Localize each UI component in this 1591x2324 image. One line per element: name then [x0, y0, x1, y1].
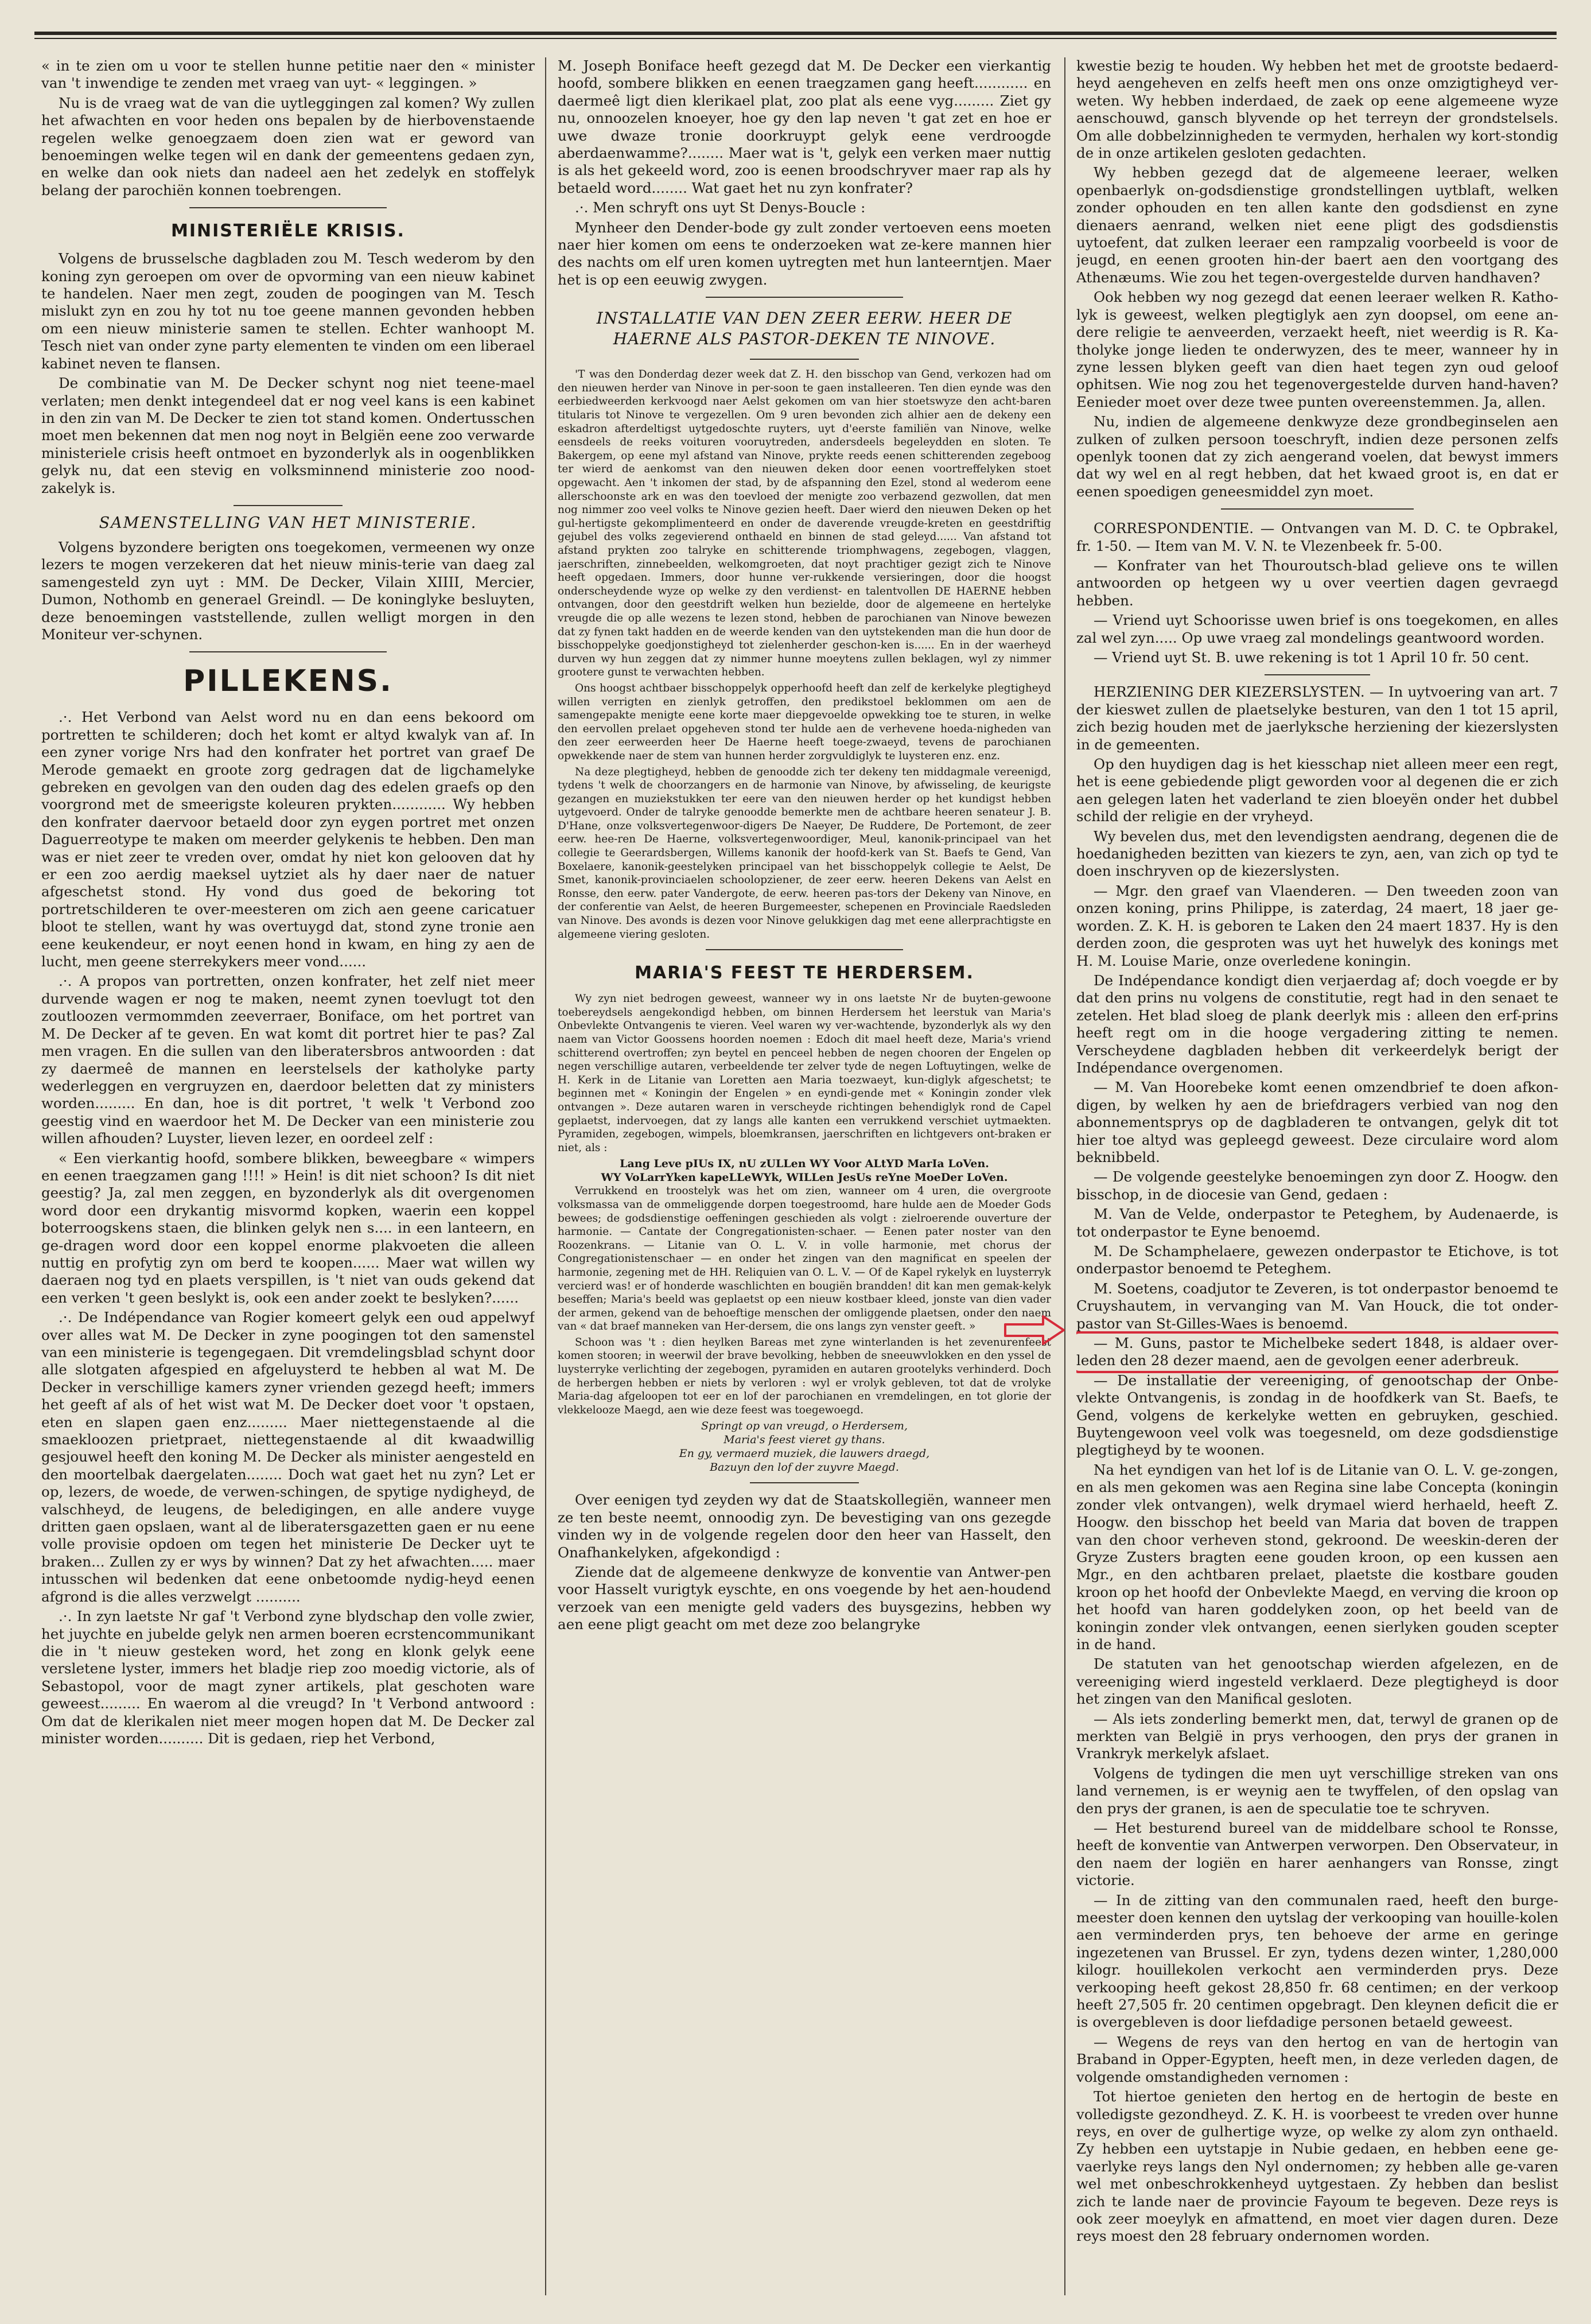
- column-middle: [558, 57, 1051, 2307]
- paragraph: — M. Van Hoorebeke komt eenen omzendbrief te doen afkon-digen, by welken hy aen de briefdragers verbied van nog den abonnementsprys op de dagbladeren te ontvangen, gelyk dit tot hier toe altyd was gepleegd geweest. Deze circulaire word alom beknibbeld.: [1076, 1079, 1558, 1165]
- paragraph: .·. Men schryft ons uyt St Denys-Boucle :: [575, 199, 866, 216]
- paragraph: M. Soetens, coadjutor te Zeveren, is tot onderpastor benoemd te Cruyshautem, in vervanging van M. Van Houck, die tot onder-pastor van St-Gilles-Waes is benoemd.: [1076, 1280, 1558, 1332]
- column-divider: [545, 57, 546, 2295]
- top-rule-thin: [34, 38, 1557, 39]
- heading-samenstelling: SAMENSTELLING VAN HET MINISTERIE.: [99, 514, 477, 532]
- paragraph: — De volgende geestelyke benoemingen zyn door Z. Hoogw. den bisschop, in de diocesie van Gend, gedaen :: [1076, 1168, 1558, 1203]
- paragraph: Wy hebben gezegd dat de algemeene leeraer, welken openbaerlyk on-godsdienstige grondstellingen uytblaft, welken zonder ophouden en ten allen kante den godsdienst en zyne dienaers aenrand, welken niet eene pligt des godsdienstis uytoefent, dat zulken leeraer een rampzalig voorbeeld is voor de jeugd, en eenen grooten hin-der baert aen den voortgang des Athenæums. Wie zou het tegen-overgestelde durven handhaven?: [1076, 164, 1558, 286]
- paragraph: .·. Het Verbond van Aelst word nu en dan eens bekoord om portretten te schilderen; doch het komt er altyd kwalyk van af. In een zyner vorige Nrs had den konfrater het portret van graef De Merode gemaekt en groote zorg gedragen dat de ligchamelyke gebreken en gevolgen van den ouden dag des edelen graefs op den voorgrond met de smeerigste koleuren prykten............ Wy hebben den konfrater daervoor betaeld door zyn eygen portret met onzen Daguerreotype te maken om meerder gelykenis te hebben. Den man was er niet zeer te vreden over, omdat hy niet kon gelooven dat hy er een zoo aerdig maeksel uytziet als hy daer naer de natuer afgeschetst stond. Hy vond dus goed de bekoring tot portretschilderen te over-meesteren om zich aen geene caricatuer bloot te stellen, want hy was overtuygd dat, stond zyne tronie aen eene keukendeur, er noyt eenen hond in kwam, en hing zy aen de lucht, men geene sterrekykers meer vond......: [41, 709, 535, 970]
- verse-line: Bazuyn den lof der zuyvre Maegd.: [710, 1461, 899, 1474]
- paragraph: — Het besturend bureel van de middelbare school te Ronsse, heeft de konventie van Antwerpen verworpen. Den Observateur, in den naem der logiën en harer aenhangers van Ronsse, zingt victorie.: [1076, 1820, 1558, 1889]
- paragraph: .·. A propos van portretten, onzen konfrater, het zelf niet meer durvende wagen er nog te maken, neemt zynen toevlugt tot den zoutloozen vermommden zeeverraer, Boniface, om het portret van M. De Decker af te geven. En wat komt dit portret hier te pas? Zal men vragen. En die sullen van den liberatersbros antwoorden : dat zy daermeê de mannen en leerstelsels der katholyke party wederleggen en vergruyzen en, daerdoor beletten dat zy ministers worden......... En dan, hoe is dit portret, 't welk 't Verbond zoo geestig vind en waerdoor het M. De Decker van een ministerie zou willen afhouden? Luyster, lieven lezer, en oordeel zelf :: [41, 973, 535, 1147]
- paragraph: — In de zitting van den communalen raed, heeft den burge-meester doen kennen den uytslag der verkooping van houille-kolen aen verminderden prys, ten behoeve der arme en geringe ingezetenen van Brussel. Er zyn, tydens dezen winter, 1,280,000 kilogr. houillekolen verkocht aen verminderden prys. Deze verkooping heeft gekost 28,850 fr. 68 centimen; en der verkoop heeft 27,505 fr. 20 centimen opgebragt. Den kleynen deficit die er is overgebleven is door liefdadige personen betaeld geweest.: [1076, 1891, 1558, 2031]
- paragraph: Schoon was 't : dien heylken Bareas met zyne winterlanden is het zevenurenfeest komen stooren; in weerwil der brave bevolking, hebben de sneeuwvlokken en den yssel de luysterryke verlichting der zegebogen, pyramiden en autaren grootelyks verhinderd. Doch de herbergen hebben er niets by verloren : wyl er vrolyk gebleven, tot dat de vrolyke Maria-dag afgeloopen tot eer en lof der parochianen en vremdelingen, en tot glorie der vlekkelooze Maegd, aen wie deze feest was toegewoegd.: [558, 1336, 1051, 1416]
- paragraph: — Mgr. den graef van Vlaenderen. — Den tweeden zoon van onzen koning, prins Philippe, is zaterdag, 24 maert, 18 jaer ge-worden. Z. K. H. is geboren te Laken den 24 maert 1837. Hy is den derden zoon, die gesproten was uyt het huwelyk des konings met H. M. Louise Marie, onze overledene koningin.: [1076, 882, 1558, 969]
- paragraph: — De installatie der vereeniging, of genootschap der Onbe-vlekte Ontvangenis, is zondag in de hoofdkerk van St. Baefs, te Gend, volgens de kerkelyke wetten en gebruyken, geschied. Buytengewoon veel volk was toegesneld, om deze godsdienstige plegtigheyd by te woonen.: [1076, 1371, 1558, 1459]
- heading-pillekens: PILLEKENS.: [183, 664, 393, 699]
- section-divider: [706, 949, 903, 953]
- paragraph: .·. De Indépendance van Rogier komeert gelyk een oud appelwyf over alles wat M. De Decker in zyne poogingen tot den samenstel van een ministerie is tegengegaen. Dit vremdelingsblad schynt door alle slotgaten afgespied en afgeluysterd te hebben al wat M. De Decker in verschillige kamers zyner vrienden gezegd heeft; immers het geeft af als of het wist wat M. De Decker doet voor 't opstaen, eten en slapen gaen enz......... Maer niettegenstaende al die smaekloozen prietpraet, niettegenstaende al dit kwaadwillig gesjouwel heeft den koning M. De Decker als minister aengesteld en den moortelbak daergelaten........ Doch wat gaet het nu zyn? Let er op, lezers, de woede, de verwen-schingen, de spytige nydigheyd, de valschheyd, de leugens, de beledigingen, en alle andere vuyge dritten gaen opslaen, want al de liberatersgazetten gaen er nu eene volle provisie opdoen om tegen het ministerie De Decker uyt te braken... Zullen zy er wys by winnen? Dat zy het afwachten..... maer intusschen wil bedenken dat eene onbetoomde nydig-heyd eenen afgrond is die alles verzwelgt ..........: [41, 1309, 535, 1605]
- annotation-arrow-icon: [1003, 1314, 1067, 1346]
- verse-line: En gy, vermaerd muziek, die lauwers draegd,: [679, 1447, 930, 1460]
- paragraph: — Konfrater van het Thouroutsch-blad gelieve ons te willen antwoorden op hetgeen wy u over veertien dagen gevraegd hebben.: [1076, 557, 1558, 609]
- section-divider: [706, 297, 903, 300]
- paragraph: CORRESPONDENTIE. — Ontvangen van M. D. C. te Opbrakel, fr. 1-50. — Item van M. V. N. te Vlezenbeek fr. 5-00.: [1076, 520, 1558, 554]
- paragraph: .·. In zyn laetste Nr gaf 't Verbond zyne blydschap den volle zwier, het juychte en jubelde gelyk nen armen boeren ecrstencommunikant die in 't nieuw gesteken word, het zong en klonk gelyk eene versletene lyster, immers het bladje riep zoo moedig victorie, als of Sebastopol, voor de magt zyner artikels, plat geschoten ware geweest......... En waerom al die vreugd? In 't Verbond antwoord : Om dat de klerikalen niet meer mogen hopen dat M. De Decker zal minister worden.......... Dit is gedaen, riep het Verbond,: [41, 1608, 535, 1747]
- column-left: [41, 57, 535, 2307]
- paragraph: Volgens de tydingen die men uyt verschillige streken van ons land vernemen, is er weynig aen te twyffelen, of den opslag van den prys der granen, is aen de speculatie toe te schryven.: [1076, 1765, 1558, 1817]
- paragraph: — Vriend uyt Schoorisse uwen brief is ons toegekomen, en alles zal wel zyn..... Op uwe vraeg zal mondelings geantwoord worden.: [1076, 612, 1558, 646]
- column-divider: [1064, 57, 1065, 2295]
- paragraph: Mynheer den Dender-bode gy zult zonder vertoeven eens moeten naer hier komen om eens te onderzoeken wat ze-kere mannen hier des nachts om elf uren komen uytregten met hun lanteerntjen. Maer het is op een eeuwig zwygen.: [558, 219, 1051, 288]
- paragraph: Over eenigen tyd zeyden wy dat de Staatskollegiën, wanneer men ze ten beste neemt, onnoodig zyn. De bevestiging van ons gezegde vinden wy in de volgende regelen door den heer van Hasselt, den Onafhankelyken, afgekondigd :: [558, 1491, 1051, 1561]
- paragraph: — Als iets zonderling bemerkt men, dat, terwyl de granen op de merkten van België in prys verhoogen, den prys der granen in Vrankryk merkelyk afslaet.: [1076, 1710, 1558, 1762]
- paragraph: Volgens byzondere berigten ons toegekomen, vermeenen wy onze lezers te mogen verzekeren dat het nieuw minis-terie van daeg zal samengesteld zyn uyt : MM. De Decker, Vilain XIIII, Mercier, Dumon, Nothomb en generael Greindl. — De koninglyke besluyten, deze benoemingen vaststellende, zullen welligt morgen in den Moniteur ver-schynen.: [41, 538, 535, 643]
- paragraph: Ons hoogst achtbaer bisschoppelyk opperhoofd heeft dan zelf de kerkelyke plegtigheyd willen verrigten en zienlyk getroffen, den predikstoel beklommen om aen de samengepakte menigte eene korte maer diepgevoelde opwekking toe te sturen, in welke den eervollen prelaet opgeheven stond ter hulde aen de verhevene hoeda-nigheden van den zeer eerweerden heer De Haerne heeft toege-zwaeyd, tevens de parochianen opwekkende naer de stem van hunnen herder zorgvuldiglyk te luysteren enz. enz.: [558, 682, 1051, 762]
- section-divider: [234, 505, 342, 506]
- section-divider: [1265, 674, 1371, 675]
- paragraph: Volgens de brusselsche dagbladen zou M. Tesch wederom by den koning zyn geroepen om over de opvorming van een nieuw kabinet te handelen. Naer men zegt, zouden de poogingen van M. Tesch mislukt zyn en zou hy tot nu toe geene mannen gevonden hebben om een nieuw ministerie samen te stellen. Echter wanhoopt M. Tesch niet van onder zyne party elementen te vinden om een liberael kabinet neven te flansen.: [41, 250, 535, 372]
- paragraph: « Een vierkantig hoofd, sombere blikken, beweegbare « wimpers en eenen traegzamen gang !!!! » Hein! is dit niet schoon? Is dit niet geestig? Ja, zal men zeggen, en byzonderlyk als dit overgenomen word door een drykantig misvormd kopken, waerin een koppel boterroogskens staen, die blinken gelyk nen s.... in een lanteern, en ge-dragen word door een koppel enorme plakvoeten die alleen nuttig en profytig zyn om berd te koopen...... Maer wat willen wy daeraen nog tyd en plaets verspillen, is 't niet van ouds gekend dat een verken 't geen beslykt is, ook een ander zoekt te beslyken?......: [41, 1149, 535, 1306]
- paragraph: Ook hebben wy nog gezegd dat eenen leeraer welken R. Katho-lyk is geweest, welken plegtiglyk aen zyn doopsel, om eene an-dere religie te aenveerden, verzaekt heeft, niet weerdig is R. Ka-tholyke jonge lieden te onderwyzen, des te meer, wanneer hy in zyne lessen blyken geeft van dien haet tegen zyn oud geloof ophitsen. Wie nog zou het tegenovergestelde durven hand-haven? Eenieder moet over deze twee punten overeenstemmen. Ja, allen.: [1076, 289, 1558, 410]
- paragraph: HERZIENING DER KIEZERSLYSTEN. — In uytvoering van art. 7 der kieswet zullen de plaetselyke besturen, van den 1 tot 15 april, zich bezig houden met de jaerlyksche herziening der kiezerslysten in de gemeenten.: [1076, 683, 1558, 753]
- paragraph: De statuten van het genootschap wierden afgelezen, en de vereeniging wierd ingesteld verklaerd. Deze plegtigheyd is door het zingen van den Manifical gesloten.: [1076, 1655, 1558, 1708]
- paragraph: De Indépendance kondigt dien verjaerdag af; doch voegde er by dat den prins nu volgens de constitutie, regt had in den senaet te zetelen. Het blad sloeg de plank deerlyk mis : alleen den erf-prins heeft regt om in die hooge vergadering zitting te nemen. Verscheydene dagbladen hebben dit verkeerdelyk berigt der Indépendance overgenomen.: [1076, 971, 1558, 1076]
- paragraph: — Vriend uyt St. B. uwe rekening is tot 1 April 10 fr. 50 cent.: [1094, 649, 1530, 666]
- paragraph: Nu is de vraeg wat de van die uytleggingen zal komen? Wy zullen het afwachten en voor heden ons bepalen by de hierbovenstaende regelen welke genoegzaem doen zien wat er geword van benoemingen welke tegen wil en dank der gemeentens gedaen zyn, en welke dan ook niets dan nadeel aen het zedelyk en stoffelyk belang der parochiën konnen toebrengen.: [41, 94, 535, 199]
- paragraph: Wy bevelen dus, met den levendigsten aendrang, degenen die de hoedanigheden bezitten van kiezers te zyn, aen, van zich op tyd te doen inschryven op de kiezerslysten.: [1076, 827, 1558, 880]
- paragraph: Tot hiertoe genieten den hertog en de hertogin de beste en volledigste gezondheyd. Z. K. H. is voorbeest te vreden over hunne reys, en over de gulhertige wyze, op welke zy alom zyn onthaeld. Zy hebben een uytstapje in Nubie gedaen, en hebben eene ge-vaerlyke reys langs den Nyl ondernomen; zy hebben alle ge-varen wel met onbeschrokkenheyd uytgestaen. Zy hebben dan beslist zich te lande naer de provincie Fayoum te begeven. Deze reys is ook zeer moeylyk en afmattend, en moet vier dagen duren. Deze reys moest den 28 february ondernomen worden.: [1076, 2088, 1558, 2245]
- paragraph: — Wegens de reys van den hertog en van de hertogin van Braband in Opper-Egypten, heeft men, in deze verleden dagen, de volgende omstandigheden vernomen :: [1076, 2033, 1558, 2085]
- paragraph: 'T was den Donderdag dezer week dat Z. H. den bisschop van Gend, verkozen had om den nieuwen herder van Ninove in per-soon te gaen installeeren. Ten dien eynde was den eerbiedweerden kerkvoogd naer Aelst gekomen om van hier stoetswyze den acht-baren titularis tot Ninove te vergezellen. Om 9 uren bevonden zich alhier aen de dekeny een eskadron afterdeltigst uytgedoschte ruyters, uyt d'eerste familiën van Ninove, welke eensdeels de reeks voituren vooruytreden, andersdeels begeleydden en sloten. Te Bakergem, op eene myl afstand van Ninove, prykte reeds eenen schitterenden zegeboog ter wierd de aenkomst van den nieuwen deken door eenen voortreffelyken stoet opgewacht. Aen 't inkomen der stad, by de afspanning den Ezel, stond al wederom eene allerschoonste ark en was den toevloed der menigte zoo verbazend gezwollen, dat men nog nimmer zoo veel volks te Ninove gezien heeft. Daer wierd den nieuwen Deken op het gul-hertigste gekomplimenteerd en onder de daverende vreugde-kreten en geestdriftig gejubel des volks zegevierend onthaeld en binnen de stad geleyd...... Van afstand tot afstand prykten zoo talryke en schitterende triomphwagens, zegebogen, vlaggen, jaerschriften, zinnebeelden, welkomgroeten, dat noyt prachtiger gezigt zich te Ninove heeft opgedaen. Immers, door hunne ver-rukkende versieringen, door die hoogst onderscheydende wyze op welke zy den verdienst- en talentvollen DE HAERNE hebben ontvangen, door den geestdrift welken hun bezielde, door de algemeene en hertelyke vreugde die op alle wezens te lezen stond, hebben de parochianen van Ninove bewezen dat zy fynen takt hadden en de weerde kenden van den uytstekenden man die hun door de bisschoppelyke goedjonstigheyd tot zielenherder geschon-ken is...... En in der waerheyd durven wy hun zeggen dat zy nimmer hunne moeytens zullen beklagen, wyl zy nimmer grootere gunst te verwachten hebben.: [558, 368, 1051, 679]
- paragraph: M. Joseph Boniface heeft gezegd dat M. De Decker een vierkantig hoofd, sombere blikken en eenen traegzamen gang heeft............ en daermeê ligt dien klerikael plat, zoo plat als eene vyg......... Ziet gy nu, onnoozelen knoeyer, hoe gy den lap neven 't gat zet en hoe er uwe dwaze tronie doorkruypt gelyk eene verdroogde aberdaenwamme?........ Maer wat is 't, gelyk een verken maer nuttig is als het gekeeld word, zoo is eenen broodschryver maer rap als hy betaeld word........ Wat gaet het nu zyn konfrater?: [558, 57, 1051, 196]
- heading-ministeriele-krisis: MINISTERIËLE KRISIS.: [171, 221, 405, 242]
- section-divider: [189, 207, 387, 211]
- verse-line: Springt op van vreugd, o Herdersem,: [701, 1420, 908, 1433]
- paragraph: kwestie bezig te houden. Wy hebben het met de grootste bedaerd-heyd aengeheven en zelfs heeft men ons onze omzigtigheyd ver-weten. Wy hebben inderdaed, de zaek op eene algemeene wyze aenschouwd, gansch blyvende op het terreyn der grondstelsels. Om alle dobbelzinnigheden te vermyden, herhalen wy kort-stondig de in onze artikelen gesloten gedachten.: [1076, 57, 1558, 162]
- paragraph: De combinatie van M. De Decker schynt nog niet teene-mael verlaten; men denkt integendeel dat er nog veel kans is een kabinet in den zin van M. De Decker te zien tot stand komen. Ondertusschen moet men bekennen dat men nog noyt in Belgiën eene zoo verwarde ministeriele crisis heeft ontmoet en byzonderlyk als in oogenblikken gelyk nu, dat een stevig en volksminnend ministerie zoo nood-zakelyk is.: [41, 375, 535, 496]
- paragraph: Wy zyn niet bedrogen geweest, wanneer wy in ons laetste Nr de buyten-gewoone toebereydsels aengekondigd hebben, om binnen Herdersem het leerstuk van Maria's Onbevlekte Ontvangenis te vieren. Veel waren wy ver-wachtende, byzonderlyk als wy den naem van Victor Goossens hoorden noemen : Edoch dit mael heeft deze, Maria's vriend schitterend overtroffen; zyn beytel en penceel hebben de negen chooren der Engelen op negen verschillige autaren, verbeeldende ter zelver tyde de negen Loftuytingen, welke de H. Kerk in de Litanie van Loretten aen Maria toezwaeyt, kun-diglyk afgeschetst; te beginnen met « Koningin der Engelen » en eyndi-gende met « Koningin zonder vlek ontvangen ». Deze autaren waren in verscheyde richtingen behendiglyk rond de Capel geplaetst, indervoegen, dat zy langs alle kanten een verrukkend verschiet uytmaekten. Pyramiden, zegebogen, wimpels, bloemkransen, jaerschriften en lichtgevers ont-braken er niet, als :: [558, 993, 1051, 1154]
- paragraph: Nu, indien de algemeene denkwyze deze grondbeginselen aen zulken of zulken persoon toeschryft, indien deze personen zelfs openlyk toonen dat zy zich aengerand voelen, dat bewyst immers dat wy wel en al regt hebben, dat het kwaed groot is, en dat er eenen spoedigen geneesmiddel zyn moet.: [1076, 413, 1558, 500]
- top-rule: [34, 32, 1557, 35]
- section-divider: [1221, 508, 1414, 512]
- paragraph: Na deze plegtigheyd, hebben de genoodde zich ter dekeny ten middagmale vereenigd, tydens 't welk de choorzangers en de harmonie van Ninove, by afwisseling, de keurigste gezangen en muziekstukken ter eere van den nieuwen herder op het kundigst hebben uytgevoerd. Onder de talryke genoodde bemerkte men de achtbare heeren senateur J. B. D'Hane, onze volksvertegenwoor-digers De Naeyer, De Ruddere, De Portemont, de zeer eerw. hee-ren De Haerne, volksvertegenwoordiger, Meul, kanonik-principael van het collegie te Geerardsbergen, Willems kanonik der hoofd-kerk van St. Baefs te Gend, Van Boxelaere, kanonik-geestelyken principael van het bisschoppelyk collegie te Aelst, De Smet, kanonik-provinciaelen schoolopziener, de zeer eerw. heeren Dekens van Aelst en Ronsse, den eerw. pater Vandergote, de eerw. heeren pas-tors der Dekeny van Ninove, en der conferentie van Aelst, de heeren Burgemeester, schepenen en Provinciale Raedsleden van Ninove. Des avonds is dezen voor Ninove gelukkigen dag met eene allerprachtigste en algemeene viering gesloten.: [558, 765, 1051, 941]
- paragraph: M. De Schamphelaere, gewezen onderpastor te Etichove, is tot onderpastor benoemd te Peteghem.: [1076, 1243, 1558, 1277]
- paragraph: « in te zien om u voor te stellen hunne petitie naer den « minister van 't inwendige te zenden met vraeg van uyt- « leggingen. »: [41, 57, 535, 92]
- column-right: [1076, 57, 1558, 2307]
- paragraph: Na het eyndigen van het lof is de Litanie van O. L. V. ge-zongen, en als men gekomen was aen Regina sine labe Concepta (koningin zonder vlek ontvangen), welk drymael wierd herhaeld, heeft Z. Hoogw. den bisschop het beeld van Maria dat boven de trappen van den choor verheven stond, gekroond. De weeskin-deren der Gryze Zusters bragten eene gouden kroon, op een kussen aen Mgr., en den achtbaren prelaet, plaetste die kostbare gouden kroon op het hoofd der Onbevlekte Maegd, en verving die kroon op het hoofd van haren goddelyken zoon, op het beeld van de koningin zonder vlek ontvangen, eenen sierlyken gouden scepter in de hand.: [1076, 1461, 1558, 1653]
- section-divider: [750, 359, 858, 360]
- section-divider: [750, 1482, 858, 1483]
- paragraph: Ziende dat de algemeene denkwyze de konventie van Antwer-pen voor Hasselt vurigtyk eyschte, en ons voegende by het aen-houdend verzoek van een menigte geld vaders des buysgezins, hebben wy aen eene pligt geacht om met deze zoo belangryke: [558, 1564, 1051, 1633]
- chronogram-line: WY VoLarrYken kapeLLeWYk, WILLen JesUs reYne MoeDer LoVen.: [601, 1171, 1008, 1184]
- paragraph: M. Van de Velde, onderpastor te Peteghem, by Audenaerde, is tot onderpastor te Eyne benoemd.: [1076, 1206, 1558, 1240]
- paragraph: Op den huydigen dag is het kiesschap niet alleen meer een regt, het is eene gebiedende pligt geworden voor al degenen die er zich aen gelegen laten het vaderland te zien bloeyën onder het dubbel schild der religie en der vryheyd.: [1076, 756, 1558, 825]
- highlighted-paragraph-guns: — M. Guns, pastor te Michelbeke sedert 1848, is aldaer over-leden den 28 dezer maend, aen de gevolgen eener aderbreuk.: [1076, 1335, 1558, 1369]
- section-divider: [189, 651, 387, 655]
- chronogram-line: Lang Leve pIUs IX, nU zULLen WY Voor ALtYD MarIa LoVen.: [620, 1157, 989, 1171]
- heading-installatie: INSTALLATIE VAN DEN ZEER EERW. HEER DE HAERNE ALS PASTOR-DEKEN TE NINOVE.: [596, 309, 1013, 349]
- paragraph: Verrukkend en troostelyk was het om zien, wanneer om 4 uren, die overgroote volksmassa van de ommeliggende dorpen toegestroomd, hare hulde aen de Moeder Gods bewees; de godsdienstige oeffeningen geschieden als volgt : zielroerende ouverture der harmonie. — Cantate der Congregationisten-schaer. — Eenen pater noster van den Roozenkrans. — Litanie van O. L. V. in volle harmonie, met chorus der Congregationistenschaer — en onder het zingen van den magnificat en speelen der harmonie, zegening met de HH. Reliquien van O. L. V. — Of de Kapel rykelyk en luysterryk vercierd was! er of honderde waschlichten en bougiën brandden! dit kan men gemak-kelyk beseffen; Maria's beeld was geplaetst op een nieuw kostbaer kleed, jonste van dien vader der armen, gekend van de behoeftige menschen der omliggende plaetsen, onder den naem van « dat braef manneken van Her-dersem, die ons langs zyn venster geeft. »: [558, 1185, 1051, 1333]
- heading-marias-feest: MARIA'S FEEST TE HERDERSEM.: [635, 963, 974, 984]
- verse-line: Maria's feest vieret gy thans.: [723, 1433, 885, 1447]
